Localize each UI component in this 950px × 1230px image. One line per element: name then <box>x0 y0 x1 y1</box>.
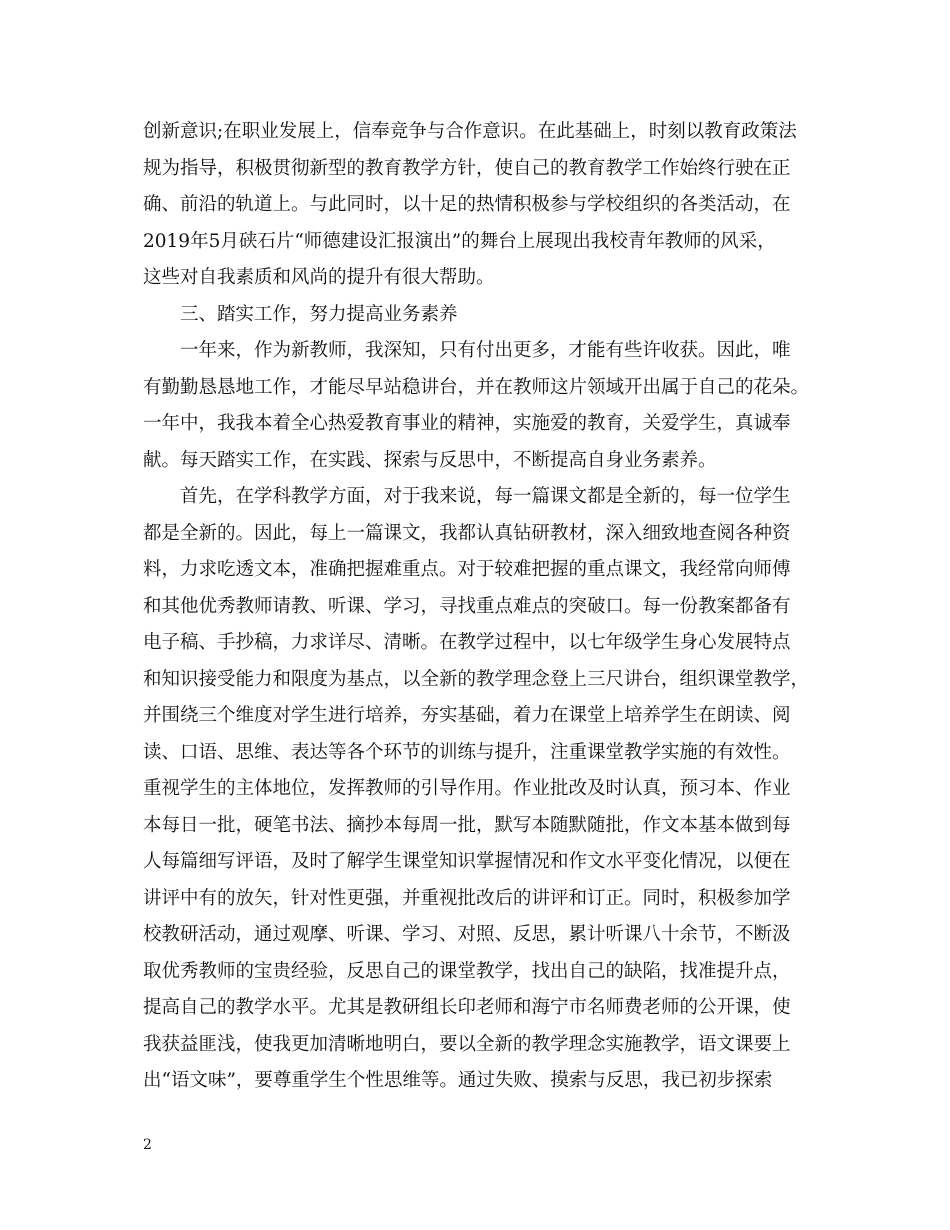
text-line: 和知识接受能力和限度为基点，以全新的教学理念登上三尺讲台，组织课堂教学， <box>143 668 810 690</box>
text-line: 我获益匪浅，使我更加清晰地明白，要以全新的教学理念实施教学，语文课要上 <box>143 1033 791 1055</box>
text-line: 2019年5月硖石片“师德建设汇报演出”的舞台上展现出我校青年教师的风采， <box>143 230 776 252</box>
page-number: 2 <box>143 1137 152 1153</box>
text-line: 三、踏实工作，努力提高业务素养 <box>180 303 458 325</box>
text-line: 首先，在学科教学方面，对于我来说，每一篇课文都是全新的，每一位学生 <box>180 486 791 507</box>
text-line: 讲评中有的放矢，针对性更强，并重视批改后的讲评和订正。同时，积极参加学 <box>143 887 791 909</box>
text-line: 校教研活动，通过观摩、听课、学习、对照、反思，累计听课八十余节，不断汲 <box>143 924 791 945</box>
text-line: 创新意识;在职业发展上，信奉竞争与合作意识。在此基础上，时刻以教育政策法 <box>143 121 797 142</box>
text-line: 这些对自我素质和风尚的提升有很大帮助。 <box>143 267 495 288</box>
text-line: 出“语文味”，要尊重学生个性思维等。通过失败、摸索与反思，我已初步探索 <box>143 1070 773 1091</box>
text-line: 读、口语、思维、表达等各个环节的训练与提升，注重课堂教学实施的有效性。 <box>143 741 791 763</box>
body-text <box>143 114 823 1100</box>
text-line: 取优秀教师的宝贵经验，反思自己的课堂教学，找出自己的缺陷，找准提升点， <box>143 960 791 982</box>
text-line: 献。每天踏实工作，在实践、探索与反思中，不断提高自身业务素养。 <box>143 449 717 471</box>
text-line: 和其他优秀教师请教、听课、学习，寻找重点难点的突破口。每一份教案都备有 <box>143 595 791 617</box>
text-line: 确、前沿的轨道上。与此同时，以十足的热情积极参与学校组织的各类活动，在 <box>143 194 791 215</box>
text-line: 重视学生的主体地位，发挥教师的引导作用。作业批改及时认真，预习本、作业 <box>143 778 791 799</box>
text-line: 并围绕三个维度对学生进行培养，夯实基础，着力在课堂上培养学生在朗读、阅 <box>143 705 791 726</box>
text-line: 人每篇细写评语，及时了解学生课堂知识掌握情况和作文水平变化情况，以便在 <box>143 851 791 872</box>
text-line: 一年中，我我本着全心热爱教育事业的精神，实施爱的教育，关爱学生，真诚奉 <box>143 413 791 434</box>
text-line: 都是全新的。因此，每上一篇课文，我都认真钻研教材，深入细致地查阅各种资 <box>143 522 791 544</box>
text-line: 规为指导，积极贯彻新型的教育教学方针，使自己的教育教学工作始终行驶在正 <box>143 157 791 179</box>
text-line: 本每日一批，硬笔书法、摘抄本每周一批，默写本随默随批，作文本基本做到每 <box>143 814 791 836</box>
text-line: 提高自己的教学水平。尤其是教研组长印老师和海宁市名师费老师的公开课，使 <box>143 997 791 1018</box>
text-line: 电子稿、手抄稿，力求详尽、清晰。在教学过程中，以七年级学生身心发展特点 <box>143 632 791 653</box>
text-line: 有勤勤恳恳地工作，才能尽早站稳讲台，并在教师这片领域开出属于自己的花朵。 <box>143 376 810 398</box>
text-line: 一年来，作为新教师，我深知，只有付出更多，才能有些许收获。因此，唯 <box>180 340 791 361</box>
text-line: 料，力求吃透文本，准确把握难重点。对于较难把握的重点课文，我经常向师傅 <box>143 559 791 580</box>
